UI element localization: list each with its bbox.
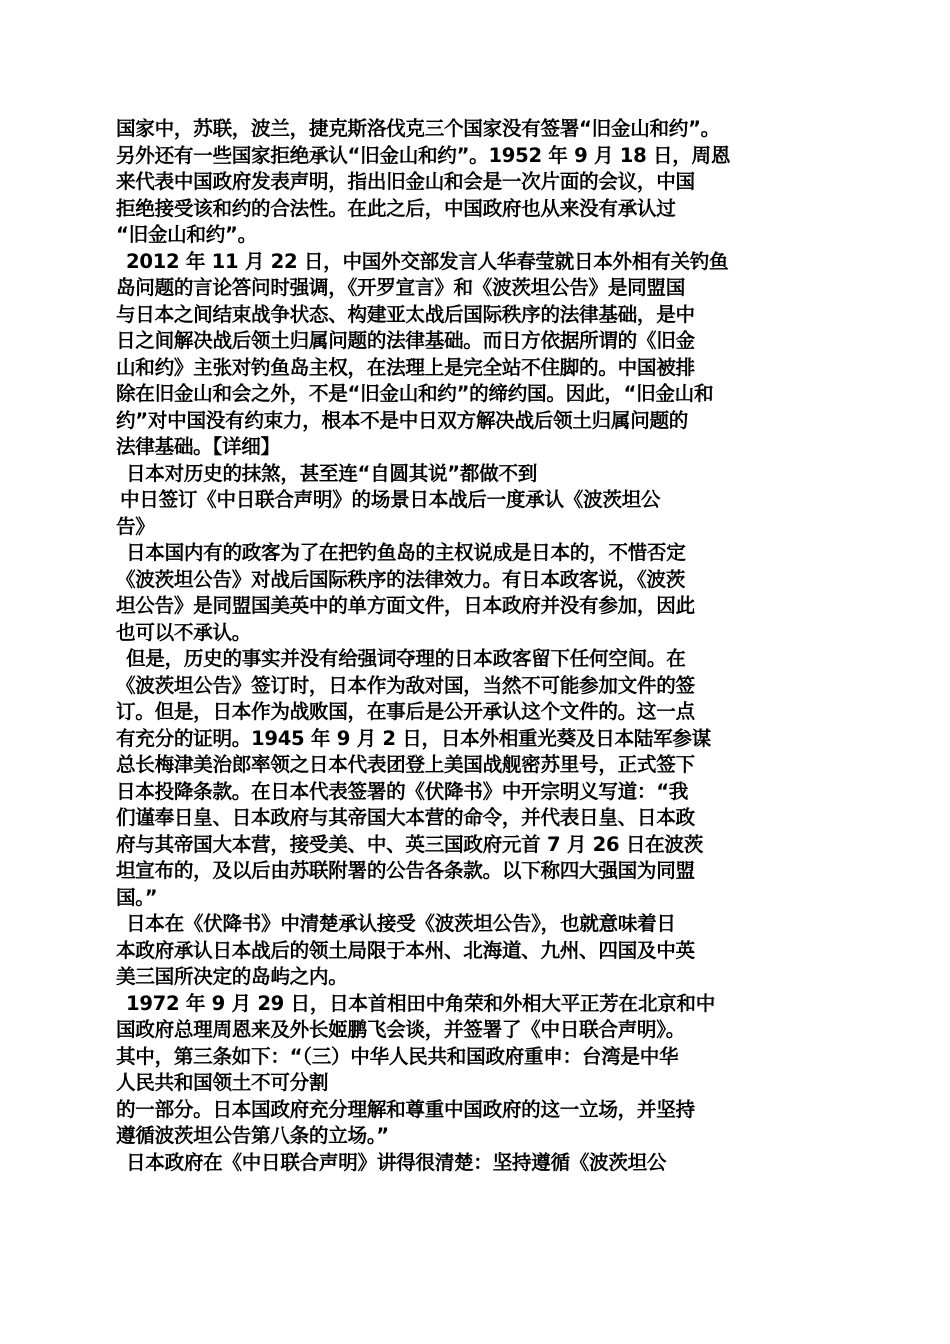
text-line: 坦宣布的，及以后由苏联附署的公告各条款。以下称四大强国为同盟 [116, 859, 695, 882]
text-line: 其中，第三条如下：“（三）中华人民共和国政府重申：台湾是中华 [116, 1044, 679, 1068]
text-line: 约”对中国没有约束力，根本不是中日双方解决战后领土归属问题的 [116, 408, 689, 432]
text-line: 订。但是，日本作为战败国，在事后是公开承认这个文件的。这一点 [116, 700, 695, 723]
paragraph [116, 911, 838, 991]
text-line: 国。” [116, 885, 158, 909]
image-caption [116, 487, 838, 540]
text-line: 日本国内有的政客为了在把钓鱼岛的主权说成是日本的，不惜否定 [126, 541, 686, 564]
text-line: 2012 年 11 月 22 日，中国外交部发言人华春莹就日本外相有关钓鱼 [126, 249, 729, 273]
paragraph [116, 249, 838, 461]
paragraph [116, 646, 838, 911]
document-page [116, 116, 838, 1176]
text-line: 岛问题的言论答问时强调，《开罗宣言》和《波茨坦公告》是同盟国 [116, 276, 686, 299]
text-line: 日本对历史的抹煞，甚至连“自圆其说”都做不到 [126, 461, 538, 485]
text-line: 法律基础。【详细】 [116, 435, 280, 458]
text-line: 也可以不承认。 [116, 620, 252, 644]
text-line: 山和约》主张对钓鱼岛主权，在法理上是完全站不住脚的。中国被排 [116, 355, 695, 379]
paragraph [116, 540, 838, 646]
text-line: 另外还有一些国家拒绝承认“旧金山和约”。1952 年 9 月 18 日，周恩 [116, 143, 731, 167]
text-line: 本政府承认日本战后的领土局限于本州、北海道、九州、四国及中英 [116, 938, 695, 962]
text-line: 来代表中国政府发表声明，指出旧金山和会是一次片面的会议，中国 [116, 170, 695, 193]
text-line: 的一部分。日本国政府充分理解和尊重中国政府的这一立场，并坚持 [116, 1097, 695, 1121]
text-line: 日本在《伏降书》中清楚承认接受《波茨坦公告》，也就意味着日 [126, 912, 676, 935]
text-line: 遵循波茨坦公告第八条的立场。” [116, 1124, 389, 1147]
paragraph [116, 991, 838, 1150]
text-line: 但是，历史的事实并没有给强词夺理的日本政客留下任何空间。在 [126, 647, 686, 670]
text-line: 总长梅津美治郎率领之日本代表团登上美国战舰密苏里号，正式签下 [116, 753, 695, 776]
text-line: 有充分的证明。1945 年 9 月 2 日，日本外相重光葵及日本陆军参谋 [116, 726, 711, 750]
text-line: “旧金山和约”。 [116, 223, 257, 246]
text-line: 日本投降条款。在日本代表签署的《伏降书》中开宗明义写道：“我 [116, 779, 689, 803]
paragraph [116, 116, 838, 249]
text-line: 坦公告》是同盟国美英中的单方面文件，日本政府并没有参加，因此 [116, 594, 695, 617]
text-line: 们谨奉日皇、日本政府与其帝国大本营的命令，并代表日皇、日本政 [116, 806, 695, 829]
text-line: 《波茨坦公告》对战后国际秩序的法律效力。有日本政客说，《波茨 [116, 567, 686, 591]
text-line: 中日签订《中日联合声明》的场景日本战后一度承认《波茨坦公 [120, 488, 661, 511]
text-line: 拒绝接受该和约的合法性。在此之后，中国政府也从来没有承认过 [116, 196, 676, 220]
text-line: 国政府总理周恩来及外长姬鹏飞会谈，并签署了《中日联合声明》。 [116, 1018, 686, 1041]
text-line: 与日本之间结束战争状态、构建亚太战后国际秩序的法律基础，是中 [116, 302, 695, 326]
text-line: 《波茨坦公告》签订时，日本作为敌对国，当然不可能参加文件的签 [116, 673, 695, 697]
text-line: 1972 年 9 月 29 日，日本首相田中角荣和外相大平正芳在北京和中 [126, 991, 715, 1015]
paragraph [116, 1150, 838, 1177]
text-line: 国家中，苏联，波兰，捷克斯洛伐克三个国家没有签署“旧金山和约”。 [116, 117, 720, 140]
text-line: 除在旧金山和会之外，不是“旧金山和约”的缔约国。因此，“旧金山和 [116, 382, 714, 405]
text-line: 日之间解决战后领土归属问题的法律基础。而日方依据所谓的《旧金 [116, 329, 695, 352]
paragraph [116, 461, 838, 488]
text-line: 日本政府在《中日联合声明》讲得很清楚：坚持遵循《波茨坦公 [126, 1150, 667, 1174]
text-line: 府与其帝国大本营，接受美、中、英三国政府元首 7 月 26 日在波茨 [116, 832, 704, 856]
text-line: 告》 [116, 514, 155, 538]
text-line: 人民共和国领土不可分割 [116, 1071, 329, 1094]
text-line: 美三国所决定的岛屿之内。 [116, 965, 348, 988]
